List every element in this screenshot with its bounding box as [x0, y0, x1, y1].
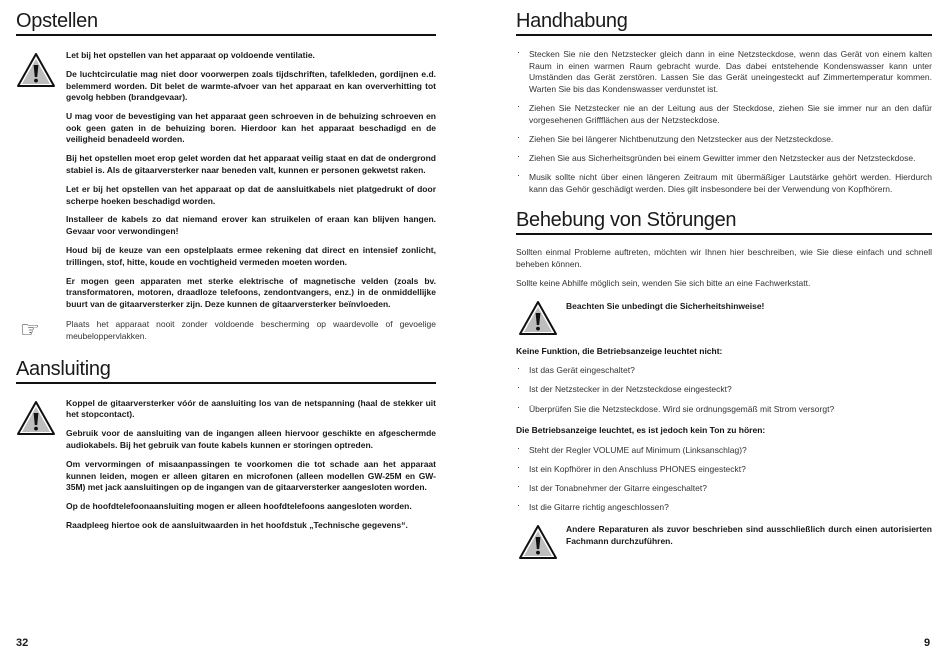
- intro-text: Sollten einmal Probleme auftreten, möchten wir Ihnen hier beschreiben, wie Sie diese einfach und schnell beheben können.: [516, 247, 932, 269]
- paragraph: Let er bij het opstellen van het apparaat op dat de aansluitkabels niet platgedrukt of door scherpe hoeken beschadigd worden.: [66, 183, 436, 206]
- warning-text: Beachten Sie unbedingt die Sicherheitshinweise!: [566, 300, 765, 311]
- list-item: · Ist ein Kopfhörer in den Anschluss PHONES eingesteckt?: [517, 462, 746, 475]
- list-item: · Musik sollte nicht über einen längeren Zeitraum mit übermäßiger Lautstärke gehört werden. Hierdurch kann das Gehör geschädigt werden. Dies gilt insbesondere bei der Verwendung von Kopfhörern.: [517, 170, 932, 194]
- paragraph: Let bij het opstellen van het apparaat op voldoende ventilatie.: [66, 50, 315, 60]
- paragraph: Koppel de gitaarversterker vóór de aansluiting los van de netspanning (haal de stekker uit het stopcontact).: [66, 397, 436, 420]
- paragraph: U mag voor de bevestiging van het apparaat geen schroeven in de behuizing schroeven en ook geen gaten in de behuizing boren. Hierdoor kan het apparaat beschadigd en de veiligheid benadeeld worden.: [66, 111, 436, 145]
- list-item: · Ziehen Sie Netzstecker nie an der Leitung aus der Steckdose, ziehen Sie sie immer nur an den dafür vorgesehenen Griffflächen aus der Netzsteckdose.: [517, 100, 932, 125]
- section-title-behebung: Behebung von Störungen: [516, 209, 932, 235]
- paragraph: Houd bij de keuze van een opstelplaats ermee rekening dat direct en intensief zonlicht, trillingen, stof, hitte, koude en vochtigheid vermeden moeten worden.: [66, 245, 436, 267]
- aansluiting-warning: [16, 398, 436, 532]
- bullet-icon: ·: [517, 131, 520, 142]
- list-item: · Überprüfen Sie die Netzsteckdose. Wird sie ordnungsgemäß mit Strom versorgt?: [517, 401, 835, 414]
- list-item: · Stecken Sie nie den Netzstecker gleich dann in eine Netzsteckdose, wenn das Gerät von einem kalten Raum in einen warmen Raum gebracht wurde. Das dabei entstehende Kondenswasser kann unter Umständen das Gerät zerstören. Lassen Sie das Gerät uneingesteckt auf Zimmertemperatur kommen. Warten Sie bis das Kondenswasser verdunstet ist.: [517, 47, 932, 94]
- right-page: [516, 0, 932, 555]
- bullet-icon: ·: [517, 481, 520, 492]
- opstellen-note: [16, 318, 436, 342]
- bullet-icon: ·: [517, 100, 520, 111]
- intro-text: Sollte keine Abhilfe möglich sein, wenden Sie sich bitte an eine Fachwerkstatt.: [516, 278, 811, 289]
- bullet-icon: ·: [517, 363, 520, 374]
- opstellen-warning: [16, 50, 436, 310]
- list-item: · Ist die Gitarre richtig angeschlossen?: [517, 500, 669, 513]
- bullet-icon: ·: [517, 442, 520, 453]
- section-title-aansluiting: Aansluiting: [16, 358, 436, 384]
- check-list-no-sound: [516, 442, 932, 514]
- handhabung-list: [516, 49, 932, 195]
- check-list-no-power: [516, 365, 932, 415]
- bullet-icon: ·: [517, 462, 520, 473]
- page-number-right: 9: [924, 637, 931, 649]
- bullet-icon: ·: [517, 382, 520, 393]
- section-title-opstellen: Opstellen: [16, 10, 436, 36]
- bullet-icon: ·: [517, 170, 520, 181]
- paragraph: Raadpleeg hiertoe ook de aansluitwaarden in het hoofdstuk „Technische gegevens“.: [66, 520, 408, 531]
- list-item: · Steht der Regler VOLUME auf Minimum (Linksanschlag)?: [517, 442, 747, 455]
- bullet-icon: ·: [517, 150, 520, 161]
- warning-triangle-icon: [518, 524, 558, 560]
- pointing-hand-icon: ☞: [20, 317, 40, 343]
- warning-triangle-icon: [16, 400, 56, 436]
- bullet-icon: ·: [517, 47, 520, 57]
- page-number-left: 32: [16, 637, 29, 649]
- subheading: Keine Funktion, die Betriebsanzeige leuchtet nicht:: [516, 345, 723, 356]
- list-item: · Ziehen Sie aus Sicherheitsgründen bei einem Gewitter immer den Netzstecker aus der Netzsteckdose.: [517, 150, 916, 163]
- paragraph: Op de hoofdtelefoonaansluiting mogen er alleen hoofdtelefoons aangesloten worden.: [66, 501, 412, 512]
- warning-triangle-icon: [16, 52, 56, 88]
- paragraph: Gebruik voor de aansluiting van de ingangen alleen hiervoor geschikte en afgeschermde audiokabels. Bij het gebruik van foute kabels kunnen er storingen optreden.: [66, 428, 436, 450]
- paragraph: Er mogen geen apparaten met sterke elektrische of magnetische velden (zoals bv. transformatoren, motoren, draadloze telefoons, zendontvangers, enz.) in de onmiddellijke buurt van de gitaarversterker zijn. Deze kunnen de gitaarversterker beïnvloeden.: [66, 275, 436, 309]
- behebung-warning: [516, 298, 932, 338]
- bullet-icon: ·: [517, 401, 520, 412]
- paragraph: De luchtcirculatie mag niet door voorwerpen zoals tijdschriften, tafelkleden, gordijnen e.d. belemmerd worden. Dit belet de warmte-afvoer van het apparaat en kan oververhitting tot gevolg hebben (brandgevaar).: [66, 68, 436, 103]
- list-item: · Ist das Gerät eingeschaltet?: [517, 363, 635, 376]
- warning-triangle-icon: [518, 300, 558, 336]
- warning-text: Andere Reparaturen als zuvor beschrieben sind ausschließlich durch einen autorisierten Fachmann durchzuführen.: [566, 524, 932, 546]
- list-item: · Ist der Netzstecker in der Netzsteckdose eingesteckt?: [517, 382, 732, 395]
- list-item: · Ist der Tonabnehmer der Gitarre eingeschaltet?: [517, 481, 707, 494]
- left-page: [16, 0, 436, 539]
- paragraph: Om vervormingen of misaanpassingen te voorkomen die tot schade aan het apparaat kunnen leiden, mogen er alleen gitaren en microfonen (alleen modellen GW-25M en GW-35M) met jack aansluitingen op de ingangen van de gitaarversterker aangesloten worden.: [66, 458, 436, 493]
- list-item: · Ziehen Sie bei längerer Nichtbenutzung den Netzstecker aus der Netzsteckdose.: [517, 131, 834, 144]
- paragraph: Installeer de kabels zo dat niemand erover kan struikelen of eraan kan blijven hangen. Gevaar voor verwondingen!: [66, 214, 436, 237]
- section-title-handhabung: Handhabung: [516, 10, 932, 36]
- note-text: Plaats het apparaat nooit zonder voldoende bescherming op waardevolle of gevoelige meubeloppervlakken.: [66, 318, 436, 341]
- final-warning: [516, 522, 932, 547]
- bullet-icon: ·: [517, 500, 520, 511]
- subheading: Die Betriebsanzeige leuchtet, es ist jedoch kein Ton zu hören:: [516, 425, 766, 436]
- paragraph: Bij het opstellen moet erop gelet worden dat het apparaat veilig staat en dat de ondergrond stabiel is. Als de gitaarversterker naar beneden valt, kunnen er personen gekwetst raken.: [66, 153, 436, 175]
